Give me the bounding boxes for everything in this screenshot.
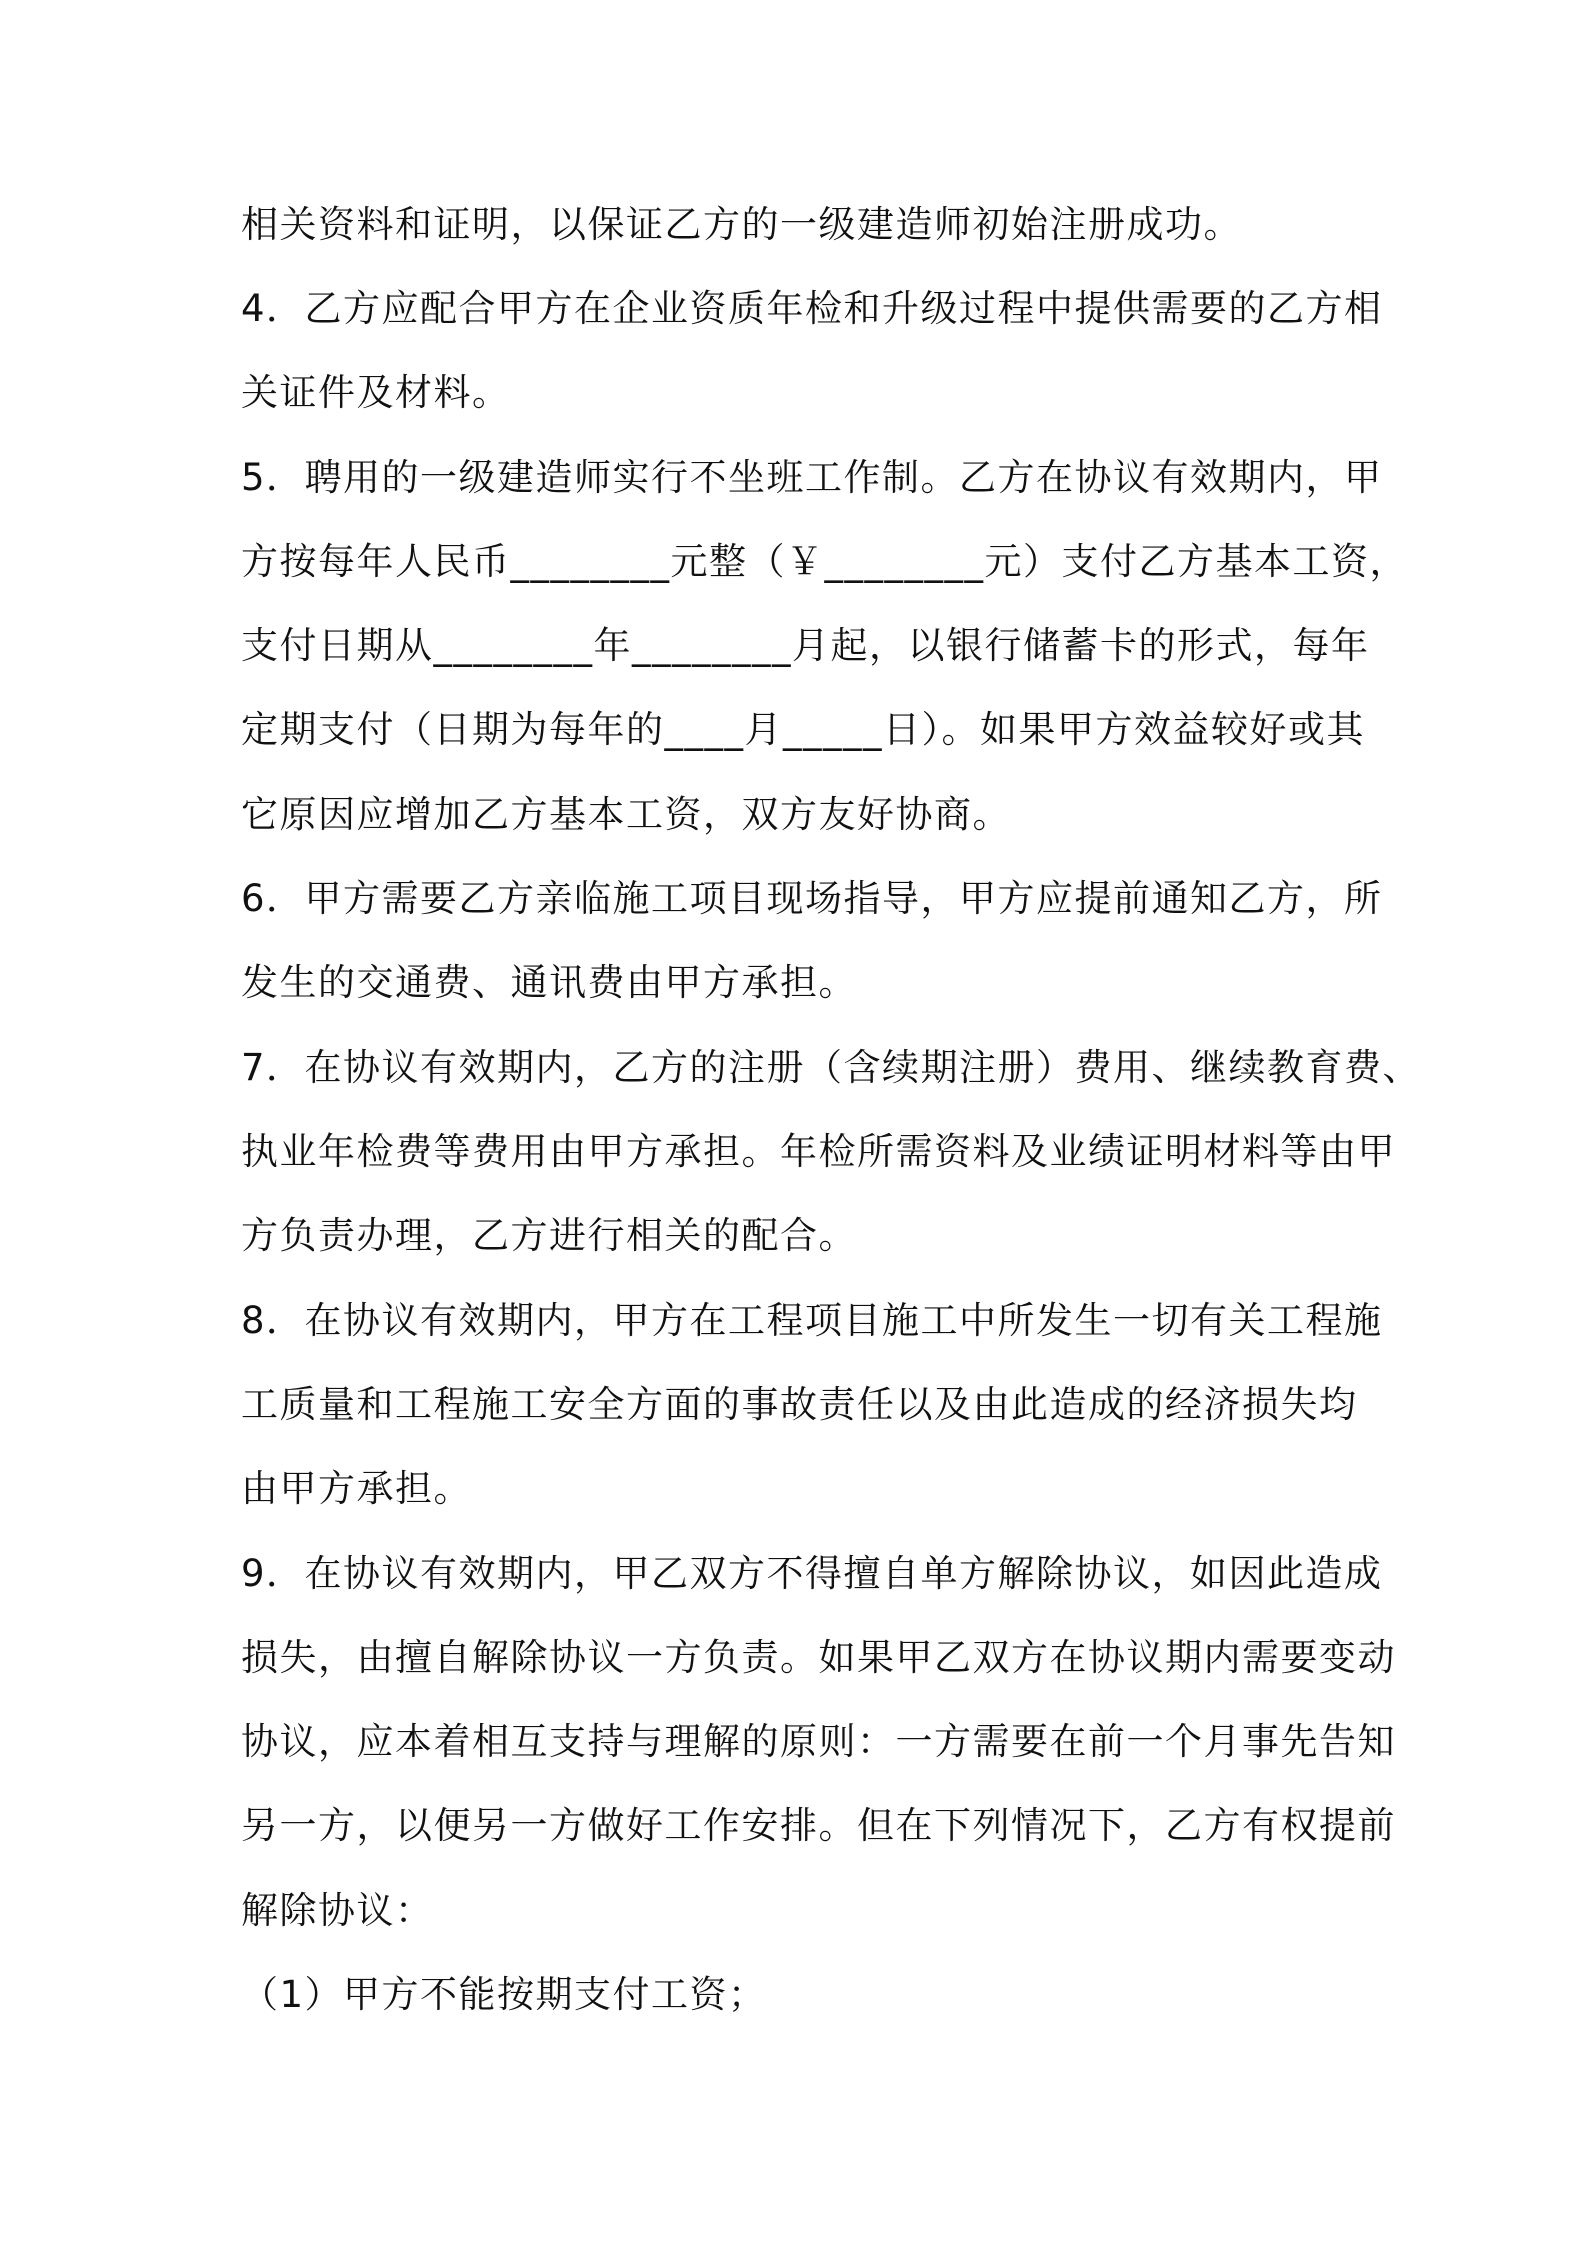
text-line: 由甲方承担。: [241, 1467, 472, 1510]
text-line: 8．在协议有效期内，甲方在工程项目施工中所发生一切有关工程施: [241, 1299, 1383, 1342]
text-line: 另一方，以便另一方做好工作安排。但在下列情况下，乙方有权提前: [241, 1804, 1396, 1847]
text-line: 方按每年人民币________元整（￥________元）支付乙方基本工资，: [241, 540, 1408, 583]
text-line: 相关资料和证明，以保证乙方的一级建造师初始注册成功。: [241, 203, 1242, 246]
text-line: 损失，由擅自解除协议一方负责。如果甲乙双方在协议期内需要变动: [241, 1636, 1396, 1679]
text-line: 工质量和工程施工安全方面的事故责任以及由此造成的经济损失均: [241, 1383, 1358, 1426]
text-line: 协议，应本着相互支持与理解的原则：一方需要在前一个月事先告知: [241, 1720, 1396, 1763]
text-line: 4．乙方应配合甲方在企业资质年检和升级过程中提供需要的乙方相: [241, 287, 1383, 330]
text-line: 解除协议：: [241, 1889, 434, 1932]
text-line: 5．聘用的一级建造师实行不坐班工作制。乙方在协议有效期内，甲: [241, 456, 1383, 499]
text-line: 执业年检费等费用由甲方承担。年检所需资料及业绩证明材料等由甲: [241, 1130, 1396, 1173]
text-line: 发生的交通费、通讯费由甲方承担。: [241, 961, 857, 1004]
text-line: （1）甲方不能按期支付工资；: [241, 1973, 767, 2016]
text-line: 定期支付（日期为每年的____月_____日）。如果甲方效益较好或其: [241, 708, 1365, 751]
text-line: 关证件及材料。: [241, 371, 511, 414]
text-line: 方负责办理，乙方进行相关的配合。: [241, 1214, 857, 1257]
text-line: 它原因应增加乙方基本工资，双方友好协商。: [241, 793, 1011, 836]
text-line: 支付日期从________年________月起，以银行储蓄卡的形式，每年: [241, 624, 1370, 667]
text-line: 7．在协议有效期内，乙方的注册（含续期注册）费用、继续教育费、: [241, 1046, 1422, 1089]
text-line: 6．甲方需要乙方亲临施工项目现场指导，甲方应提前通知乙方，所: [241, 877, 1383, 920]
text-line: 9．在协议有效期内，甲乙双方不得擅自单方解除协议，如因此造成: [241, 1552, 1383, 1595]
